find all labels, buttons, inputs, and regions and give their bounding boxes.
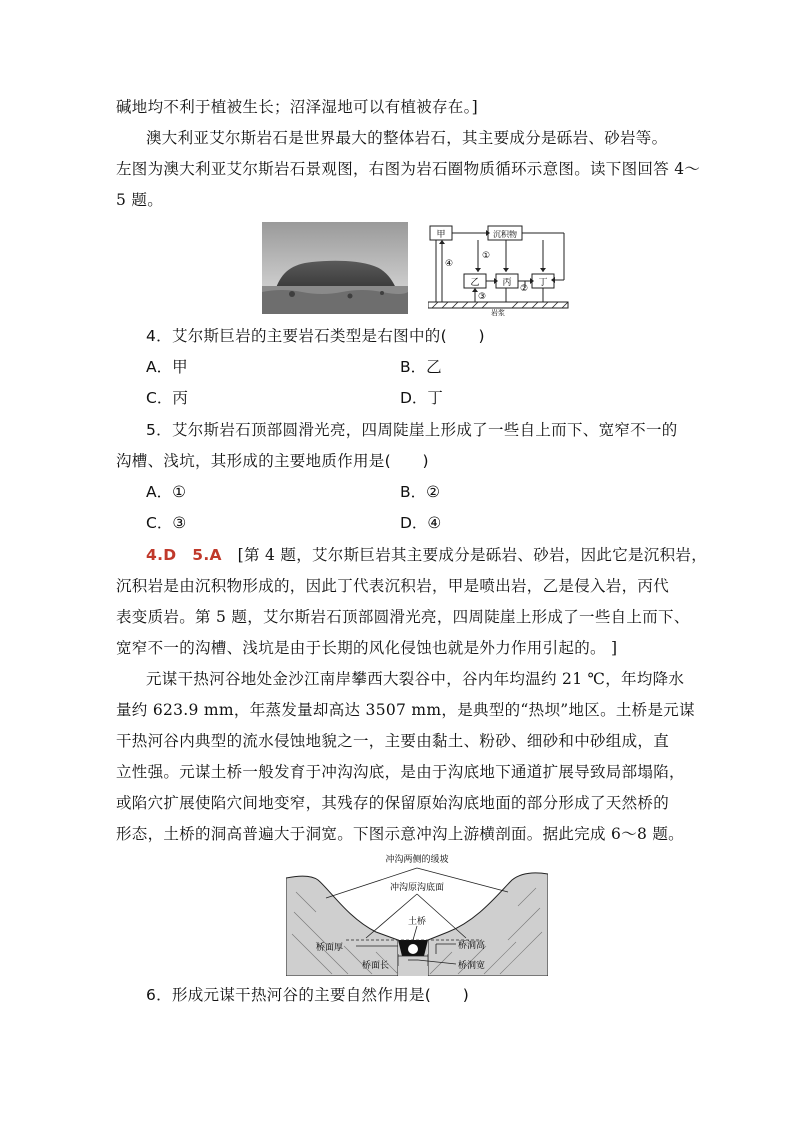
label-earth-bridge: 土桥 xyxy=(407,917,427,927)
q4-option-d: D．丁 xyxy=(400,389,443,407)
label-gentle-slope: 冲沟两侧的缓坡 xyxy=(385,855,449,865)
ayers-rock-photo xyxy=(262,222,408,314)
question-6-stem: 6．形成元谋干热河谷的主要自然作用是( ) xyxy=(146,986,470,1004)
rock-cycle-diagram xyxy=(428,222,570,316)
label-deck-thickness: 桥面厚 xyxy=(316,943,344,953)
label-magma: 岩浆 xyxy=(491,309,505,316)
label-circle-1: ① xyxy=(482,251,491,261)
label-bing: 丙 xyxy=(502,278,512,288)
text-line: 干热河谷内典型的流水侵蚀地貌之一，主要由黏土、粉砂、细砂和中砂组成，直 xyxy=(116,732,670,750)
text-line: 澳大利亚艾尔斯岩石是世界最大的整体岩石，其主要成分是砾岩、砂岩等。 xyxy=(146,129,668,147)
q4-option-c: C．丙 xyxy=(146,389,188,407)
q5-option-c: C．③ xyxy=(146,514,187,532)
label-hole-width: 桥洞宽 xyxy=(458,961,486,971)
label-yi: 乙 xyxy=(470,278,480,288)
question-4-stem: 4．艾尔斯巨岩的主要岩石类型是右图中的( ) xyxy=(146,327,485,345)
question-5-stem: 5．艾尔斯岩石顶部圆滑光亮，四周陡崖上形成了一些自上而下、宽窄不一的 xyxy=(146,421,678,439)
label-original-floor: 冲沟原沟底面 xyxy=(389,883,445,893)
q4-option-a: A．甲 xyxy=(146,358,188,376)
label-sediment: 沉积物 xyxy=(493,230,517,239)
answer-key: 4.D 5.A xyxy=(146,546,222,564)
label-circle-2: ② xyxy=(520,284,529,294)
ayers-rock-illustration xyxy=(262,222,408,314)
text-line: 立性强。元谋土桥一般发育于冲沟沟底，是由于沟底地下通道扩展导致局部塌陷， xyxy=(116,763,685,781)
gully-cross-section-diagram xyxy=(286,852,548,976)
question-5-stem: 沟槽、浅坑，其形成的主要地质作用是( ) xyxy=(116,452,429,470)
text-line: 或陷穴扩展使陷穴间地变窄，其残存的保留原始沟底地面的部分形成了天然桥的 xyxy=(116,794,670,812)
text-line: 碱地均不利于植被生长；沼泽湿地可以有植被存在。] xyxy=(116,98,478,116)
label-jia: 甲 xyxy=(436,230,446,240)
label-deck-length: 桥面长 xyxy=(362,961,390,971)
text-line: 元谋干热河谷地处金沙江南岸攀西大裂谷中，谷内年均温约 21 ℃，年均降水 xyxy=(146,670,685,688)
label-hole-height: 桥洞高 xyxy=(458,941,486,951)
q5-option-a: A．① xyxy=(146,483,186,501)
label-circle-3: ③ xyxy=(478,292,487,302)
answer-explanation: [第 4 题，艾尔斯巨岩其主要成分是砾岩、砂岩，因此它是沉积岩， xyxy=(237,546,707,564)
text-line: 5 题。 xyxy=(116,191,163,209)
q5-option-b: B．② xyxy=(400,483,441,501)
text-line: 宽窄不一的沟槽、浅坑是由于长期的风化侵蚀也就是外力作用引起的。 ] xyxy=(116,639,618,657)
text-line: 左图为澳大利亚艾尔斯岩石景观图，右图为岩石圈物质循环示意图。读下图回答 4～ xyxy=(116,160,701,178)
text-line: 沉积岩是由沉积物形成的，因此丁代表沉积岩，甲是喷出岩，乙是侵入岩，丙代 xyxy=(116,577,670,595)
text-line: 表变质岩。第 5 题，艾尔斯岩石顶部圆滑光亮，四周陡崖上形成了一些自上而下、 xyxy=(116,608,690,626)
label-circle-4: ④ xyxy=(445,259,454,269)
label-ding: 丁 xyxy=(538,278,548,288)
q4-option-b: B．乙 xyxy=(400,358,442,376)
text-line: 量约 623.9 mm，年蒸发量却高达 3507 mm，是典型的“热坝”地区。土桥是元谋 xyxy=(116,701,695,719)
bridge-hole xyxy=(408,944,418,954)
answer-line xyxy=(146,545,716,565)
text-line: 形态，土桥的洞高普遍大于洞宽。下图示意冲沟上游横剖面。据此完成 6～8 题。 xyxy=(116,825,684,843)
q5-option-d: D．④ xyxy=(400,514,442,532)
cycle-arrows xyxy=(436,233,564,302)
